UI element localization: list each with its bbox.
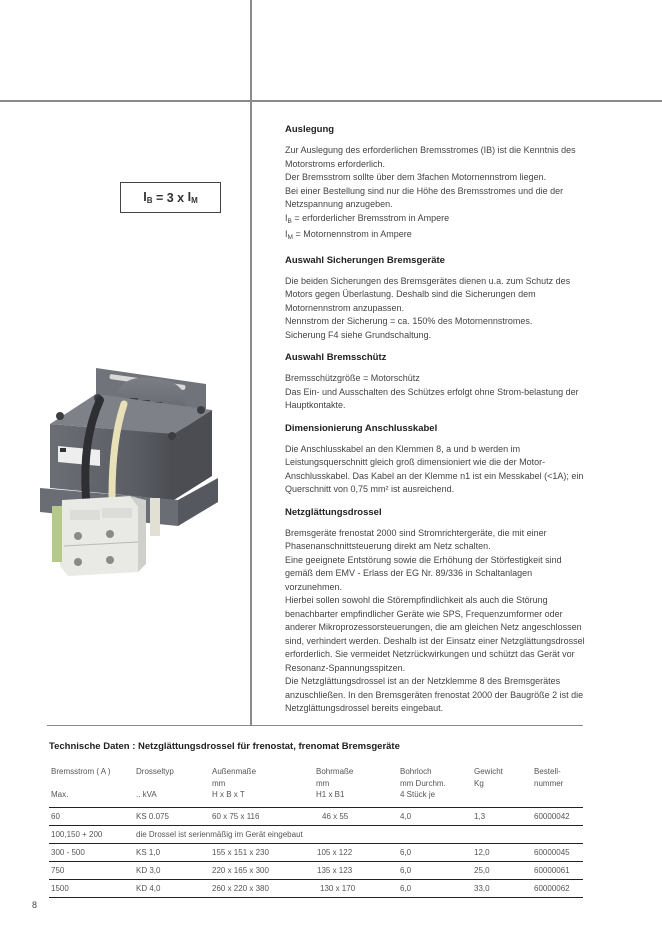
cell-bohrmasse: 135 x 123	[317, 866, 353, 875]
cell-bestellnummer: 60000045	[534, 848, 570, 857]
cell-aussenmasse: 220 x 165 x 300	[212, 866, 269, 875]
header-bohrloch: Bohrloch mm Durchm. 4 Stück je	[400, 767, 446, 799]
cell-bremsstrom: 100,150 + 200	[51, 830, 103, 839]
table-row	[49, 844, 583, 861]
technical-data-table	[49, 764, 583, 893]
section-heading: Dimensionierung Anschlusskabel	[285, 422, 438, 434]
cell-bremsstrom: 750	[51, 866, 65, 875]
product-photo-transformer	[38, 350, 232, 612]
cell-gewicht: 12,0	[474, 848, 490, 857]
table-row	[49, 880, 583, 897]
header-aussenmasse: Außenmaße mm H x B x T	[212, 767, 257, 799]
paragraph: Die Anschlusskabel an den Klemmen 8, a und b werden im Leistungsquerschnitt gleich groß dimensioniert wie die der Motor-Anschlusskabel. Das Kabel an der Klemme n1 ist ein Messkabel (<1A); ein Querschnitt von 0,75 mm² ist ausreichend.	[285, 443, 584, 494]
cell-gewicht: 1,3	[474, 812, 486, 821]
header-bohrmasse: Bohrmaße mm H1 x B1	[316, 767, 354, 799]
formula-lhs: $I_B$	[143, 190, 153, 205]
table-title: Technische Daten : Netzglättungsdrossel für frenostat, frenomat Bremsgeräte	[49, 741, 400, 752]
paragraph: Bremsgeräte frenostat 2000 sind Stromrichtergeräte, die mit einer Phasenanschnittsteuerung direkt am Netz schalten. Eine geeignete Entstörung sowie die Erhöhung der Störfestigkeit sind gemäß dem EMV - Erlass der EG Nr. 89/336 in Schaltanlagen vorzunehmen. Hierbei sollen sowohl die Störempfindlichkeit als auch die Störung benachbarter empfindlicher Geräte wie SPS, Frequenzumformer oder anderer Mikroprozessorsteuerungen, die am gleichen Netz angeschlossen sind, verhindert werden. Deshalb ist der Einsatz einer Netzglättungsdrossel erforderlich. Sie vermeidet Netzrückwirkungen und schützt das Gerät vor Resonanz-Spannungsspitzen. Die Netzglättungsdrossel ist an der Netzklemme 8 des Bremsgerätes anzuschließen. In den Bremsgeräten frenostat 2000 der Baugröße 2 ist die Netzglättungsdrossel bereits eingebaut.	[285, 527, 585, 713]
cell-bremsstrom: 300 - 500	[51, 848, 85, 857]
paragraph: Die beiden Sicherungen des Bremsgerätes dienen u.a. zum Schutz des Motors gegen Überlastung. Deshalb sind die Sicherungen dem Motornennstrom anzupassen. Nennstrom der Sicherung = ca. 150% des Motornennstromes. Sicherung F4 siehe Grundschaltung.	[285, 275, 571, 340]
table-row	[49, 862, 583, 879]
formula-box	[120, 182, 221, 213]
cell-aussenmasse: 155 x 151 x 230	[212, 848, 269, 857]
cell-bremsstrom: 60	[51, 812, 60, 821]
cell-bohrmasse: 130 x 170	[320, 884, 356, 893]
paragraph: Zur Auslegung des erforderlichen Bremsstromes (IB) ist die Kenntnis des Motorstroms erforderlich. Der Bremsstrom sollte über dem 3fachen Motornennstrom liegen. Bei einer Bestellung sind nur die Höhe des Bremsstromes und die der Netzspannung anzugeben. $I_B$ = erforderlicher Bremsstrom in Ampere $I_M$ = Motornennstrom in Ampere	[285, 145, 576, 241]
cell-bestellnummer: 60000062	[534, 884, 570, 893]
cell-drosseltyp: KD 4,0	[136, 884, 161, 893]
cell-aussenmasse: 60 x 75 x 116	[212, 812, 260, 821]
section-bremsschuetz	[285, 352, 585, 413]
section-sicherungen	[285, 255, 585, 343]
section-heading: Netzglättungsdrossel	[285, 506, 382, 518]
header-gewicht: Gewicht Kg	[474, 767, 503, 788]
formula-rhs: $I_M$	[187, 190, 198, 205]
definition-ib: $I_B$ = erforderlicher Bremsstrom in Ampere	[285, 212, 450, 225]
cell-bohrloch: 6,0	[400, 848, 412, 857]
cell-bohrloch: 6,0	[400, 884, 412, 893]
cell-bestellnummer: 60000042	[534, 812, 570, 821]
cell-drosseltyp: KS 1,0	[136, 848, 161, 857]
section-heading: Auswahl Sicherungen Bremsgeräte	[285, 254, 445, 266]
vertical-divider	[250, 0, 252, 725]
right-column-content	[285, 124, 585, 726]
cell-note: die Drossel ist serienmäßig im Gerät eingebaut	[136, 830, 303, 839]
cell-gewicht: 33,0	[474, 884, 490, 893]
section-anschlusskabel	[285, 423, 585, 497]
cell-drosseltyp: KD 3,0	[136, 866, 161, 875]
table-row	[49, 808, 583, 825]
cell-bestellnummer: 60000061	[534, 866, 570, 875]
definition-im: $I_M$ = Motornennstrom in Ampere	[285, 229, 412, 241]
section-netzglaettungsdrossel	[285, 507, 585, 716]
cell-gewicht: 25,0	[474, 866, 490, 875]
section-heading: Auswahl Bremsschütz	[285, 352, 387, 363]
page-number: 8	[32, 900, 38, 910]
formula-operator: = 3 x	[152, 190, 188, 205]
table-row	[49, 826, 583, 843]
cell-bremsstrom: 1500	[51, 884, 69, 893]
section-auslegung	[285, 124, 585, 245]
header-bremsstrom: Bremsstrom ( A ) Max.	[51, 767, 111, 799]
cell-bohrmasse: 46 x 55	[322, 812, 349, 821]
cell-aussenmasse: 260 x 220 x 380	[212, 884, 269, 893]
table-header	[49, 764, 583, 808]
top-horizontal-divider	[0, 100, 662, 102]
cell-bohrloch: 4,0	[400, 812, 412, 821]
paragraph: Bremsschützgröße = Motorschütz Das Ein- und Ausschalten des Schützes erfolgt ohne Strom-belastung der Hauptkontakte.	[285, 373, 579, 410]
cell-bohrloch: 6,0	[400, 866, 412, 875]
section-heading: Auslegung	[285, 124, 335, 135]
header-drosseltyp: Drosseltyp .. kVA	[136, 767, 174, 799]
header-bestellnummer: Bestell- nummer	[534, 767, 564, 788]
cell-drosseltyp: KS 0.075	[136, 812, 169, 821]
cell-bohrmasse: 105 x 122	[317, 848, 353, 857]
table-rule	[49, 897, 583, 898]
